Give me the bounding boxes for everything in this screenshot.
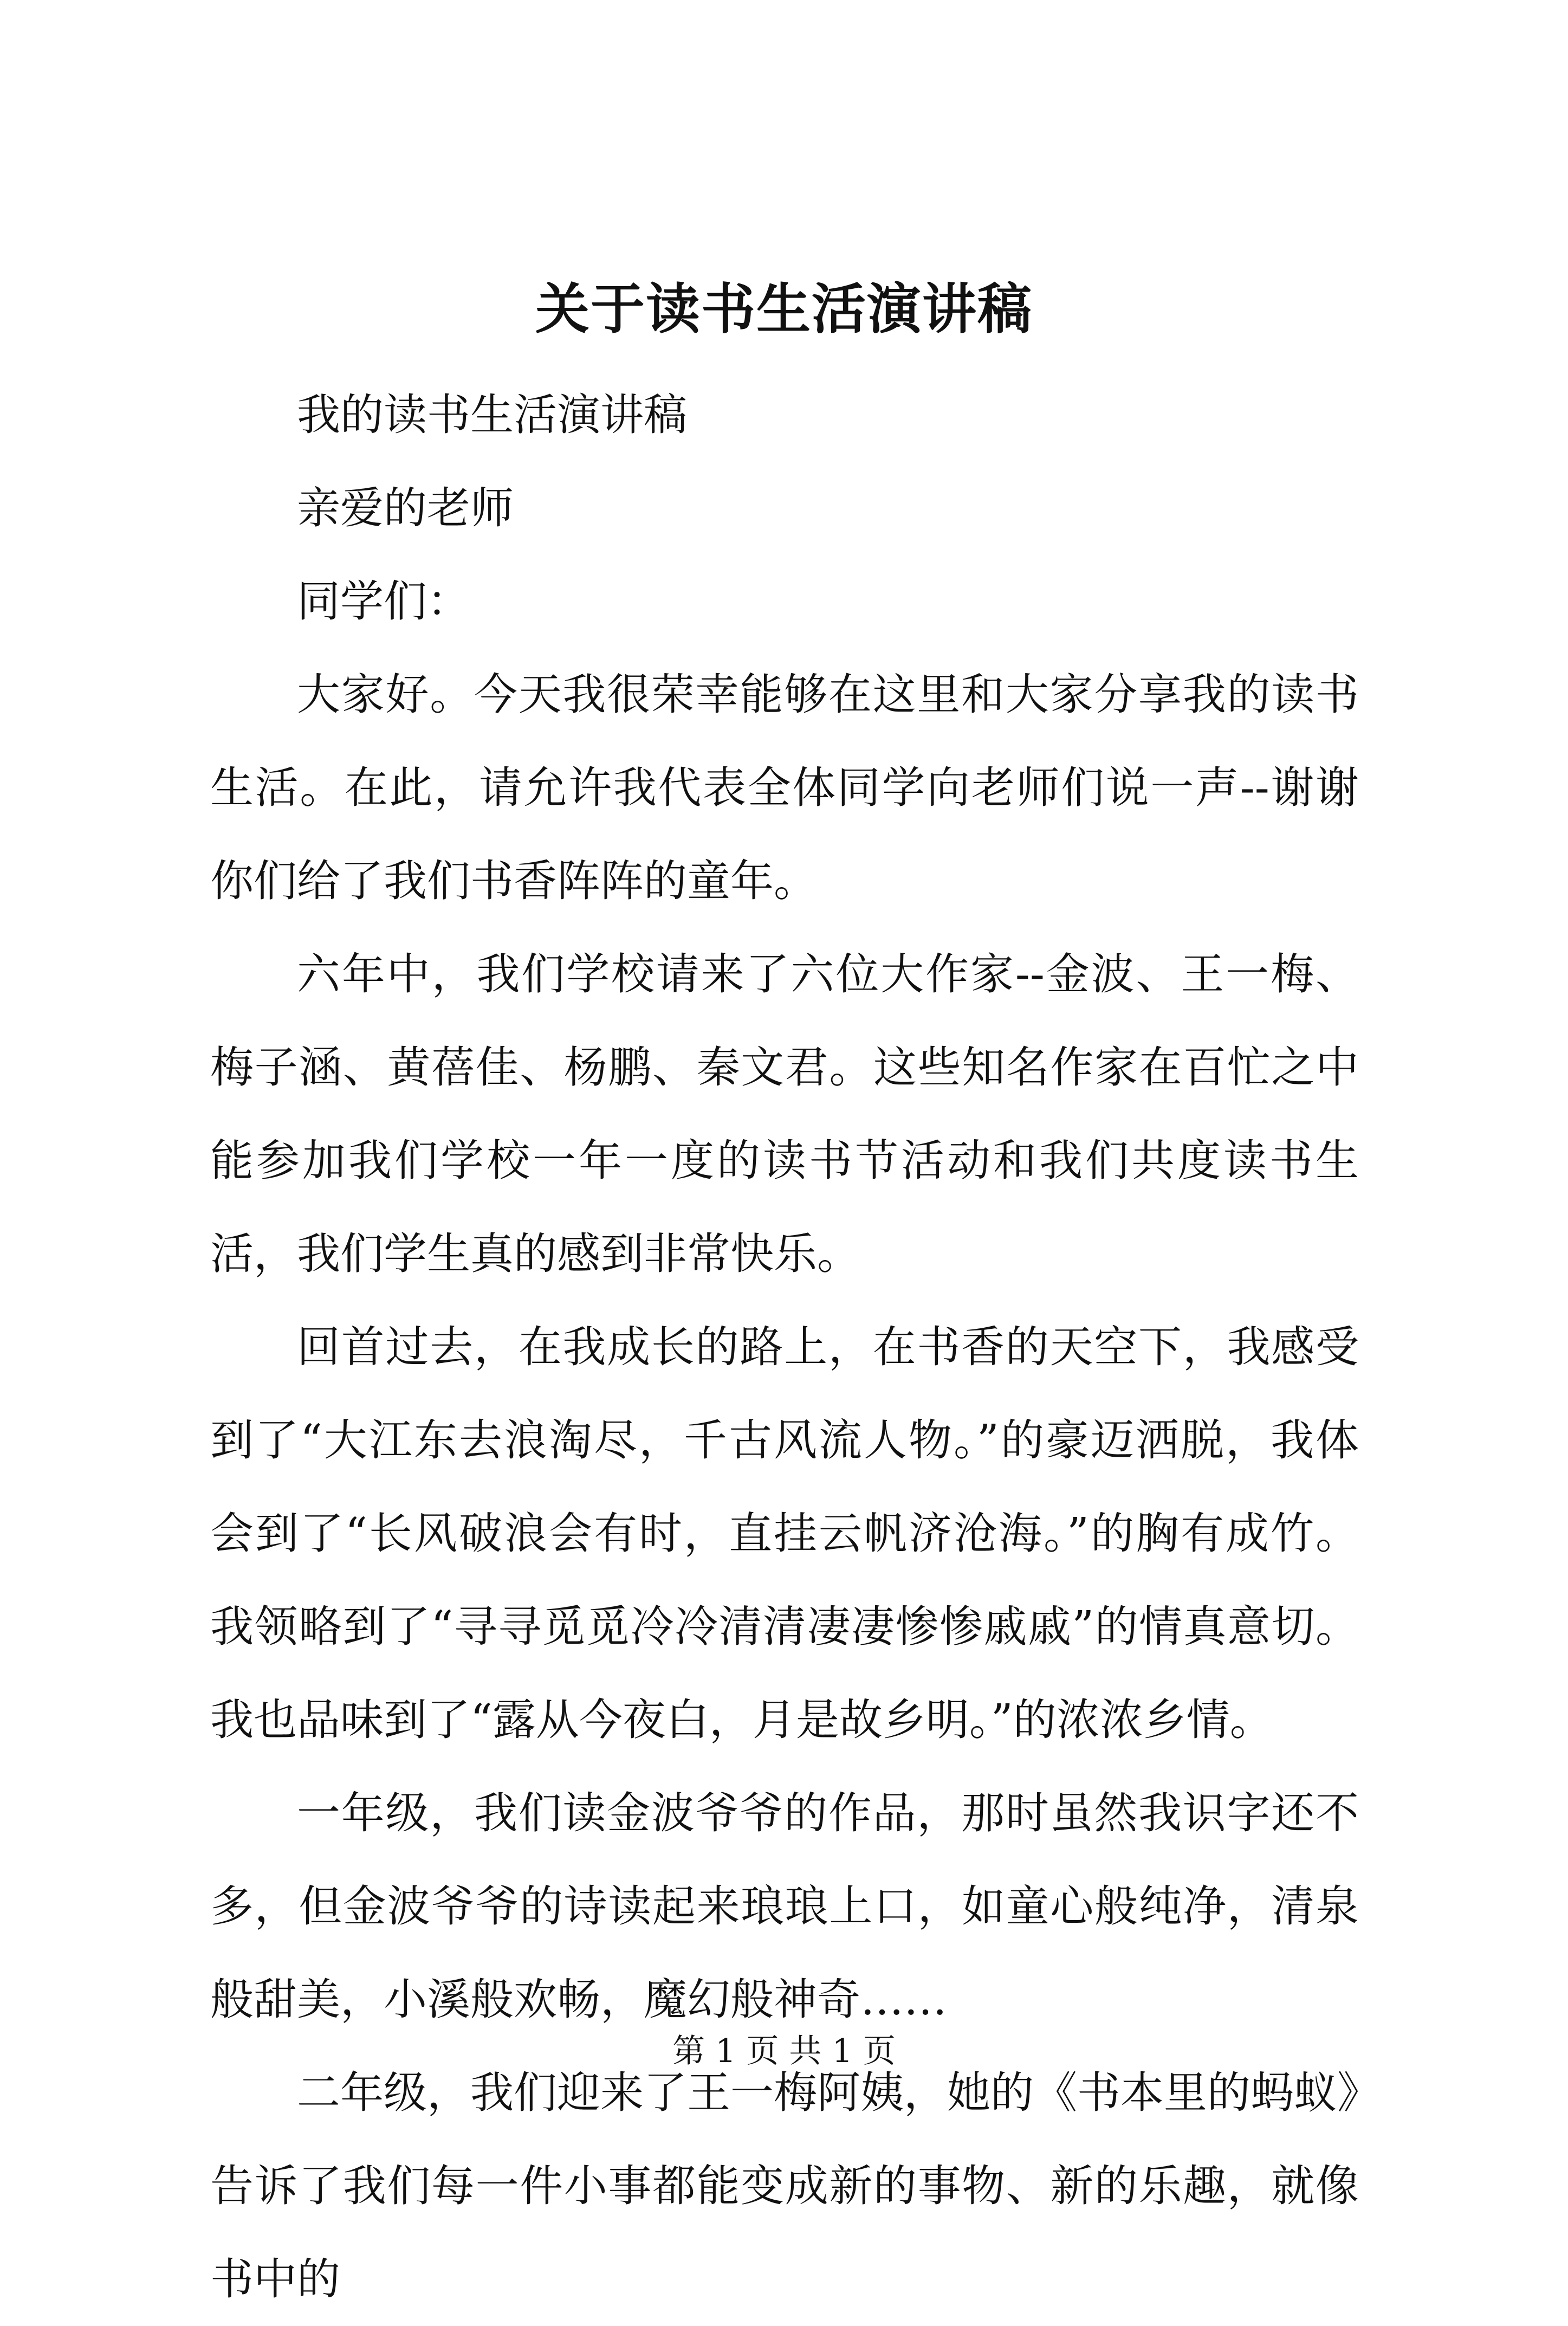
paragraph-8: 二年级，我们迎来了王一梅阿姨，她的《书本里的蚂蚁》告诉了我们每一件小事都能变成新的事物、新的乐趣，就像书中的 bbox=[210, 2067, 1359, 2304]
paragraph-6: 回首过去，在我成长的路上，在书香的天空下，我感受到了“大江东去浪淘尽，千古风流人物。”的豪迈洒脱，我体会到了“长风破浪会有时，直挂云帆济沧海。”的胸有成竹。我领略到了“寻寻觅觅冷冷清清凄凄惨惨戚戚”的情真意切。我也品味到了“露从今夜白，月是故乡明。”的浓浓乡情。 bbox=[210, 1322, 1359, 1745]
paragraph-7: 一年级，我们读金波爷爷的作品，那时虽然我识字还不多，但金波爷爷的诗读起来琅琅上口，如童心般纯净，清泉般甜美，小溪般欢畅，魔幻般神奇…… bbox=[210, 1788, 1359, 2025]
paragraph-3: 同学们： bbox=[297, 576, 470, 626]
page-number-footer: 第 1 页 共 1 页 bbox=[672, 2032, 896, 2070]
paragraph-1: 我的读书生活演讲稿 bbox=[297, 390, 687, 440]
paragraph-5: 六年中，我们学校请来了六位大作家--金波、王一梅、梅子涵、黄蓓佳、杨鹏、秦文君。这些知名作家在百忙之中能参加我们学校一年一度的读书节活动和我们共度读书生活，我们学生真的感到非常快乐。 bbox=[210, 949, 1359, 1279]
document-title: 关于读书生活演讲稿 bbox=[535, 277, 1033, 341]
paragraph-2: 亲爱的老师 bbox=[297, 483, 514, 533]
paragraph-4: 大家好。今天我很荣幸能够在这里和大家分享我的读书生活。在此，请允许我代表全体同学向老师们说一声--谢谢你们给了我们书香阵阵的童年。 bbox=[210, 669, 1359, 906]
